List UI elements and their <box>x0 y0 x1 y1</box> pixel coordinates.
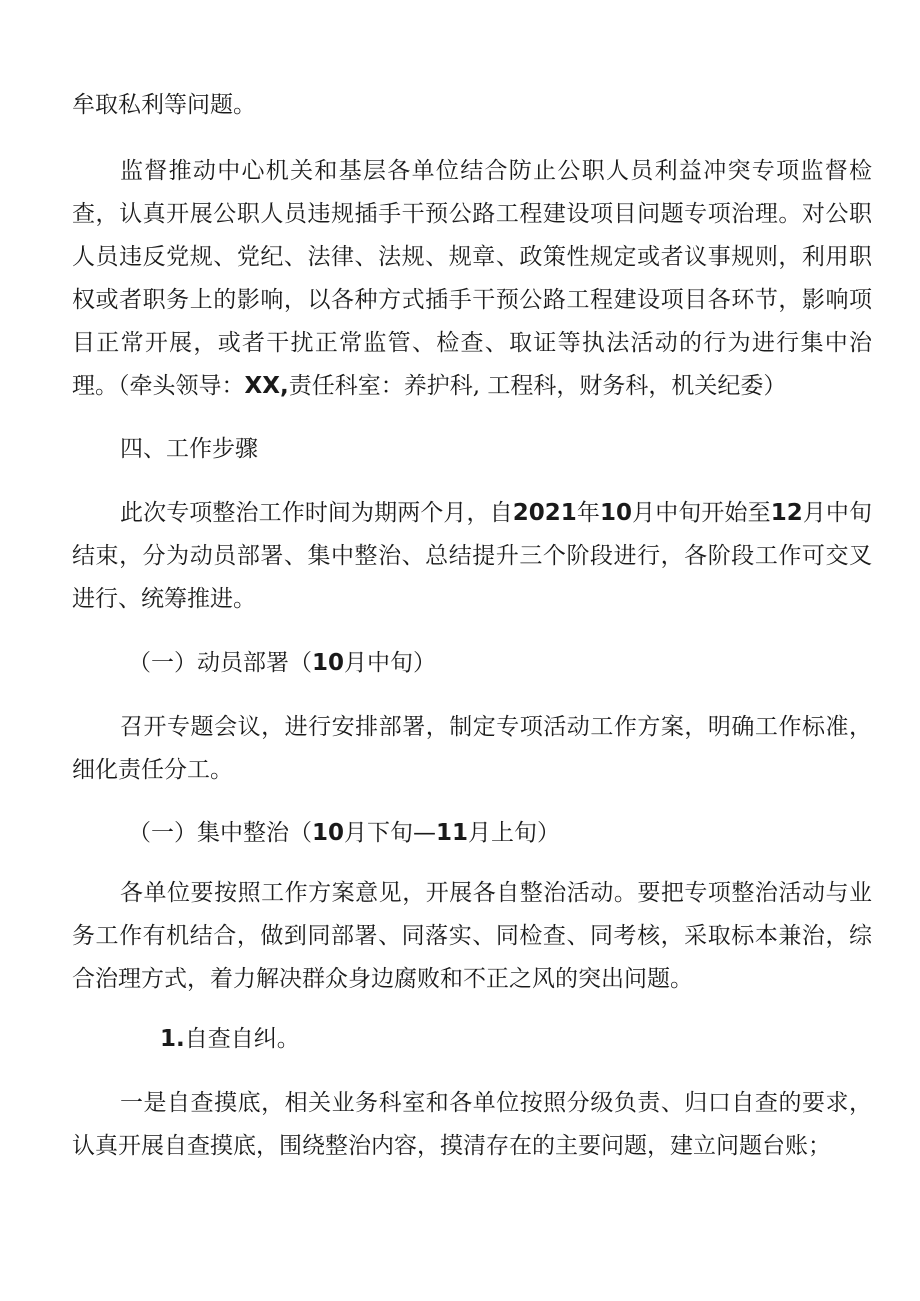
item-self-check <box>160 1018 300 1061</box>
subheading-date: 月上旬 <box>468 820 538 846</box>
paragraph-continuation <box>72 84 872 127</box>
item-number: 1. <box>160 1026 185 1052</box>
paragraph-text: 召开专题会议，进行安排部署，制定专项活动工作方案，明确工作标准，细化责任分工。 <box>72 714 872 783</box>
subheading-paren: （ <box>289 820 312 846</box>
subheading-rectification <box>128 812 560 855</box>
subheading-paren: ） <box>537 820 561 846</box>
subheading-number: （一） <box>128 820 197 846</box>
paragraph-text: 监督推动中心机关和基层各单位结合防止公职人员利益冲突专项监督检查，认真开展公职人员违规插手干预公路工程建设项目问题专项治理。对公职人员违反党规、党纪、法律、法规、规章、政策性规定或者议事规则，利用职权或者职务上的影响，以各种方式插手干预公路工程建设项目各环节，影响项目正常开展，或者干扰正常监管、检查、取证等执法活动的行为进行集中治理。（牵头领导： <box>72 158 872 399</box>
paragraph-text: 牟取私利等问题。 <box>72 92 256 118</box>
paragraph-text: 月中旬开始至 <box>631 500 771 526</box>
paragraph-schedule <box>72 492 872 621</box>
paragraph-meeting <box>72 706 872 792</box>
item-text: 自查自纠。 <box>184 1026 300 1052</box>
subheading-title: 动员部署 <box>197 650 289 676</box>
subheading-date: 10 <box>312 820 345 846</box>
paragraph-text: 此次专项整治工作时间为期两个月，自 <box>120 500 513 526</box>
subheading-date: 10 <box>312 650 345 676</box>
subheading-date: 月下旬— <box>344 820 437 846</box>
subheading-paren: ） <box>413 650 437 676</box>
paragraph-text: 月中旬结束，分为动员部署、集中整治、总结提升三个阶段进行，各阶段工作可交叉进行、统筹推进。 <box>72 500 873 612</box>
subheading-number: （一） <box>128 650 197 676</box>
paragraph-text: 责任科室：养护科, 工程科，财务科，机关纪委） <box>288 373 787 399</box>
subheading-paren: （ <box>289 650 312 676</box>
subheading-mobilization <box>128 642 436 685</box>
paragraph-text: 年 <box>576 500 600 526</box>
section-heading <box>120 428 258 471</box>
paragraph-self-check <box>72 1082 872 1168</box>
paragraph-supervision <box>72 150 872 408</box>
section-heading-text: 四、工作步骤 <box>120 436 258 462</box>
month-number: 10 <box>599 500 632 526</box>
subheading-date: 月中旬 <box>344 650 414 676</box>
month-number: 12 <box>770 500 803 526</box>
paragraph-units <box>72 872 872 1001</box>
paragraph-text: 各单位要按照工作方案意见，开展各自整治活动。要把专项整治活动与业务工作有机结合，做到同部署、同落实、同检查、同考核，采取标本兼治，综合治理方式，着力解决群众身边腐败和不正之风的突出问题。 <box>72 880 872 992</box>
subheading-date: 11 <box>436 820 469 846</box>
year-number: 2021 <box>512 500 577 526</box>
subheading-title: 集中整治 <box>197 820 289 846</box>
paragraph-text: 一是自查摸底，相关业务科室和各单位按照分级负责、归口自查的要求，认真开展自查摸底，围绕整治内容，摸清存在的主要问题，建立问题台账； <box>72 1090 872 1159</box>
leader-name: XX, <box>244 373 289 399</box>
